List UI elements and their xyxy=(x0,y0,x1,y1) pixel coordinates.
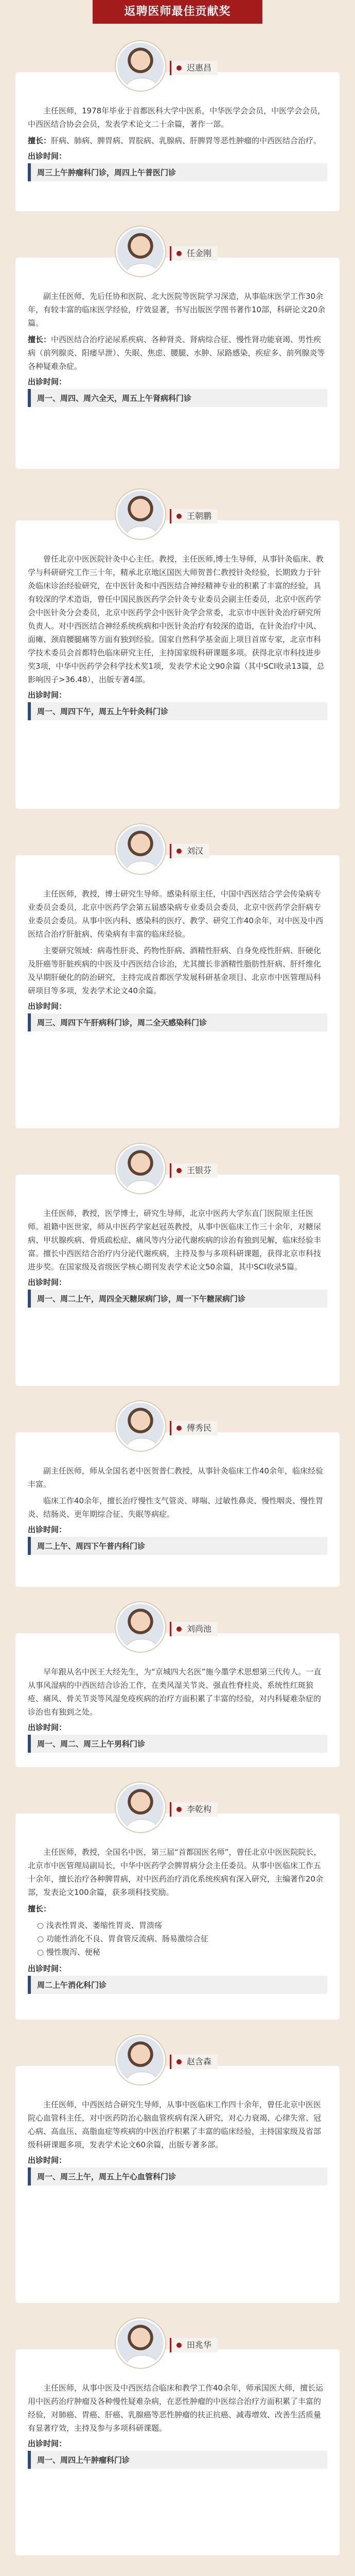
doctor-bio: 主任医师，从事中医及中西医结合临床和教学工作40余年，师承国医大师，擅长运用中医药治疗肿瘤及各种慢性疑难杂病，在恶性肿瘤的中医综合治疗方面积累了丰富的经验，对肺癌、胃癌、肝癌、乳腺癌等恶性肿瘤的扶正抗癌、减毒增效、改善生活质量有显著疗效，主持及参与多项科研课题。 xyxy=(28,2383,324,2433)
clinic-time-label: 出诊时间： xyxy=(28,1964,67,1973)
doctor-bio: 早年跟从名中医王大经先生，为“京城四大名医”施今墨学术思想第三代传人。一直从事风湿病的中西医结合诊治工作，在类风湿关节炎、强直性脊柱炎、系统性红斑狼疮、痛风、骨关节炎等风湿免疫疾病的治疗方面积累了丰富的经验，对内科疑难杂症的诊治也有独到之处。 xyxy=(28,1667,322,1717)
name-marker-icon xyxy=(176,514,182,519)
doctor-bio: 副主任医师，先后任协和医院、北大医院等医院学习深造，从事临床医学工作30余年，有较丰富的临床医学经验，疗效显著，书写出版医学图书著作10部，科研论文20余篇。 xyxy=(28,292,326,328)
name-marker-icon xyxy=(176,2343,182,2348)
doctor-name: 赵含森 xyxy=(187,2057,212,2066)
specialty-text: 中西医结合治疗泌尿系疾病、各种肾炎、肾病综合征、慢性肾功能衰竭、男性疾病（前列腺炎、阳痿早泄）、失眠、焦虑、腰腿、水肿、尿路感染，疾症多、前列腺炎等各种疑难杂症。 xyxy=(28,335,325,371)
doctor-photo xyxy=(116,1602,165,1652)
doctor-name: 迟惠昌 xyxy=(187,63,212,73)
name-marker-icon xyxy=(176,1626,182,1632)
doctor-card xyxy=(15,2066,340,2303)
doctor-name-tag xyxy=(170,844,209,858)
specialty-label: 擅长： xyxy=(28,335,51,344)
specialty-label: 擅长： xyxy=(28,136,51,145)
doctor-bio: 临床工作40余年，擅长治疗慢性支气管炎、哮喘、过敏性鼻炎、慢性咽炎、慢性胃炎、结肠炎、更年期综合征、失眠等病症。 xyxy=(28,1496,324,1519)
doctor-name: 李乾构 xyxy=(187,1804,212,1814)
doctor-name-tag xyxy=(170,1421,218,1435)
name-marker-icon xyxy=(176,849,182,854)
name-marker-icon xyxy=(176,1807,182,1812)
doctor-photo xyxy=(116,41,165,91)
specialty-text: 肝病、肺病、脾胃病、胃脘病、乳腺病、肝脾胃等恶性肿瘤的中西医结合治疗。 xyxy=(51,136,322,145)
doctor-name: 傅秀民 xyxy=(187,1423,212,1433)
name-marker-icon xyxy=(176,1168,182,1173)
clinic-time-label: 出诊时间： xyxy=(28,690,67,700)
doctor-card xyxy=(15,1432,340,1587)
name-marker-icon xyxy=(176,65,182,71)
doctor-bio: 主任医师，教授，博士研究生导师。感染科原主任，中国中西医结合学会传染病专业委员会委员，北京中医药学会第五届感染病专业委员会委员，北京中医药学会肝病专业委员会委员。从事中医内科、感染科的医疗、教学、研究工作40余年，对中医及中西医结合治疗肝脏病、传染病有丰富的临床经验。 xyxy=(28,889,324,939)
doctor-photo xyxy=(116,1783,165,1832)
specialty-label: 擅长： xyxy=(28,1904,51,1913)
specialty-item-text: 慢性腹泻、便秘 xyxy=(46,1947,100,1957)
doctor-bio: 主要研究领域：病毒性肝炎、药物性肝病、酒精性肝病、自身免疫性肝病、肝硬化及肝癌等肝脏疾病的中医及中西医结合诊治，尤其擅长非酒精性脂肪性肝病、肝纤维化及早期肝硬化的防治研究，主持完成首都医学发展科研基金项目、北京市中医管理局科研项目等多项，发表学术论文40余篇。 xyxy=(28,946,322,995)
clinic-time-label: 出诊时间： xyxy=(28,151,67,161)
clinic-time-label: 出诊时间： xyxy=(28,1278,67,1287)
doctor-bio: 主任医师，教授，医学博士，研究生导师，北京中医药大学东直门医院原主任医师。祖籍中医世家，师从中医药学家赵冠英教授，从事中医临床工作三十余年，对糖尿病、甲状腺疾病、骨质疏松症、痛风等内分泌代谢疾病的诊治有独到见解，临床经验丰富。擅长中西医结合治疗内分泌代谢疾病，主持及参与多项科研课题，获得北京市科技进步奖。在国家级及省级医学核心期刊发表学术论文50余篇，其中SCI收录5篇。 xyxy=(28,1209,322,1272)
doctor-card xyxy=(15,72,340,211)
name-marker-icon xyxy=(176,251,182,256)
doctor-card xyxy=(15,1814,340,2020)
doctor-card xyxy=(15,520,340,809)
specialty-list xyxy=(37,1919,327,1959)
doctor-name-tag xyxy=(170,1163,218,1178)
doctor-name-tag xyxy=(170,2055,218,2069)
clinic-time-value: 周一、周四、周六全天，周五上午肾病科门诊 xyxy=(28,389,327,407)
doctor-name-tag xyxy=(170,1622,218,1636)
clinic-time-value: 周二上午消化科门诊 xyxy=(28,1976,327,1994)
name-marker-icon xyxy=(176,2059,182,2064)
doctor-photo xyxy=(116,1144,165,1193)
specialty-item-text: 浅表性胃炎、萎缩性胃炎、胃溃疡 xyxy=(46,1921,162,1930)
specialty-item xyxy=(37,1945,327,1959)
doctor-bio: 副主任医师，师从全国名老中医贺普仁教授，从事针灸临床工作40余年，临床经验丰富。 xyxy=(28,1466,324,1489)
doctor-name: 田兆华 xyxy=(187,2340,212,2350)
clinic-time-label: 出诊时间： xyxy=(28,377,67,386)
doctor-photo xyxy=(116,489,165,539)
clinic-time-label: 出诊时间： xyxy=(28,2156,67,2165)
doctor-card xyxy=(15,855,340,1128)
doctor-specialty xyxy=(28,1902,327,1916)
doctor-bio: 主任医师，中西医结合研究生导师，从事中医临床工作四十余年，曾任北京中医医院心血管科主任，对中医药防治心脑血管疾病有深入研究，对心力衰竭、心律失常、冠心病、高血压、高脂血症等疾病的中医治疗积累了丰富的临床经验，主持国家级及省部级科研课题多项，发表学术论文60余篇，出版专著多部。 xyxy=(28,2100,322,2149)
doctor-name-tag xyxy=(170,2338,218,2352)
specialty-item xyxy=(37,1932,327,1945)
clinic-time-label: 出诊时间： xyxy=(28,1525,67,1534)
doctor-name-tag xyxy=(170,61,218,75)
clinic-time-value: 周一、周二、周三上午男科门诊 xyxy=(28,1735,327,1753)
clinic-time-value: 周三上午肿瘤科门诊，周四上午普医门诊 xyxy=(28,163,327,181)
doctor-name-tag xyxy=(170,1802,218,1817)
doctor-specialty xyxy=(28,333,327,373)
doctor-card xyxy=(15,258,340,469)
clinic-time-label: 出诊时间： xyxy=(28,1002,67,1011)
clinic-time-value: 周一、周二上午，周四全天糖尿病门诊，周一下午糖尿病门诊 xyxy=(28,1290,327,1308)
doctor-name: 刘尚池 xyxy=(187,1624,212,1634)
doctor-specialty xyxy=(28,134,327,147)
doctor-bio: 主任医师，教授，全国名中医，第三届“首都国医名师”，曾任北京中医医院院长，北京市中医管理局副局长，中华中医药学会脾胃病分会主任委员。从事中医临床工作五十余年，擅长治疗各种脾胃病，对中医药治疗消化系统疾病有深入研究，主编著作20余部，发表论文100余篇，获多项科技奖励。 xyxy=(28,1848,324,1897)
clinic-time-value: 周三、周四下午肝病科门诊，周二全天感染科门诊 xyxy=(28,1013,327,1031)
doctor-photo xyxy=(116,2318,165,2368)
banner-title: 返聘医师最佳贡献奖 xyxy=(93,0,262,24)
doctor-name: 任金刚 xyxy=(187,248,212,258)
clinic-time-value: 周一、周三上午，周五上午心血管科门诊 xyxy=(28,2167,327,2185)
name-marker-icon xyxy=(176,1426,182,1431)
doctor-bio: 曾任北京中医医院针灸中心主任。教授，主任医师,博士生导师，从事针灸临床、教学与科研研究工作三十年，精承北京地区国医大师贺普仁教授针灸经验，长期致力于针灸临床诊治经验研究，在中医针灸和中西医结合神经精神专业的积累了丰富的经验，具有较深的学术造诣，曾任中国民族医药学会针灸专业委员会副主任委员，北京中医药学会中医针灸分会委员，北京中医药学会中医针灸学会常委，北京市中医针灸治疗研究所负责人。对中西医结合神经系统疾病和中医针灸治疗有较深的造诣，在针灸治疗中风、面瘫、颈肩腰腿痛等方面有独到经验。国家自然科学基金面上项目首席专家，北京市科学技术委员会首都特色临床研究主任，主持国家级科研课题多项。获得北京市科技进步奖3项，中华中医药学会科学技术奖1项，发表学术论文90余篇（其中SCI收录13篇，总影响因子>36.48），出版专著4部。 xyxy=(28,554,325,684)
doctor-name-tag xyxy=(170,509,218,523)
clinic-time-value: 周一、周四上午肿瘤科门诊 xyxy=(28,2451,327,2469)
doctor-name: 王银芬 xyxy=(187,1165,212,1175)
doctor-photo xyxy=(116,227,165,276)
doctor-bio: 主任医师，1978年毕业于首都医科大学中医系，中华医学会会员，中医学会会员，中西医结合协会会员，发表学术论文二十余篇，著作一部。 xyxy=(28,106,326,129)
specialty-item-text: 功能性消化不良、胃食管反流病、肠易激综合征 xyxy=(46,1934,208,1943)
specialty-item xyxy=(37,1919,327,1932)
clinic-time-value: 周二上午、周四下午普内科门诊 xyxy=(28,1537,327,1555)
clinic-time-label: 出诊时间： xyxy=(28,2439,67,2448)
doctor-name-tag xyxy=(170,246,218,261)
doctor-photo xyxy=(116,1401,165,1451)
doctor-card xyxy=(15,2349,340,2555)
doctor-card xyxy=(15,1175,340,1386)
doctor-photo xyxy=(116,2035,165,2084)
doctor-name: 王朝鹏 xyxy=(187,511,212,521)
doctor-card xyxy=(15,1633,340,1767)
doctor-photo xyxy=(116,824,165,874)
clinic-time-label: 出诊时间： xyxy=(28,1723,67,1732)
doctor-name: 刘汉 xyxy=(187,846,204,856)
clinic-time-value: 周一、周四下午，周五上午针灸科门诊 xyxy=(28,702,327,720)
